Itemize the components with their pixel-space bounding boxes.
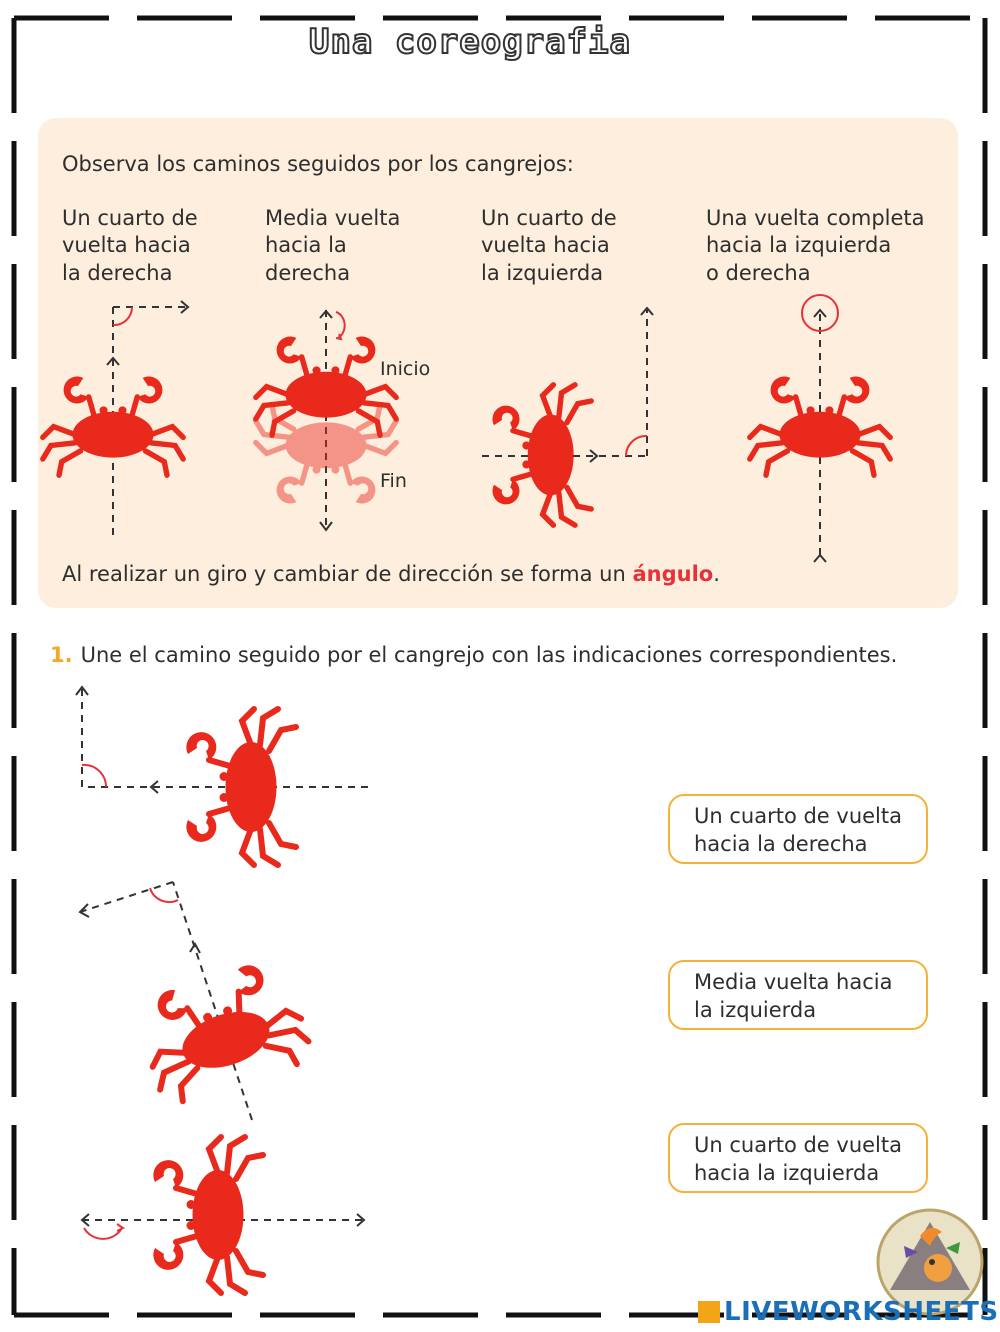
col4-line3: o derecha — [706, 261, 811, 285]
option-half-left[interactable]: Media vuelta hacia la izquierda — [668, 960, 928, 1030]
col2-line2: hacia la — [265, 233, 347, 257]
col4-line1: Una vuelta completa — [706, 206, 925, 230]
conclusion-text: Al realizar un giro y cambiar de dirección se forma un ángulo. — [62, 562, 720, 586]
exercise-number: 1. — [50, 643, 73, 667]
col3-line1: Un cuarto de — [481, 206, 617, 230]
col1-line2: vuelta hacia — [62, 233, 191, 257]
end-label: Fin — [380, 470, 407, 492]
info-heading: Observa los caminos seguidos por los cangrejos: — [62, 152, 574, 176]
col3-line2: vuelta hacia — [481, 233, 610, 257]
angle-keyword: ángulo — [632, 562, 714, 586]
page-title: Una coreografia — [308, 22, 632, 62]
col2-line3: derecha — [265, 261, 351, 285]
col1-line1: Un cuarto de — [62, 206, 198, 230]
col1-line3: la derecha — [62, 261, 173, 285]
option-quarter-left[interactable]: Un cuarto de vuelta hacia la izquierda — [668, 1123, 928, 1193]
col2-line1: Media vuelta — [265, 206, 401, 230]
exercise-instruction: 1. Une el camino seguido por el cangrejo con las indicaciones correspondientes. — [50, 643, 898, 667]
brand-logo-icon — [698, 1301, 720, 1323]
start-label: Inicio — [380, 358, 431, 380]
option-quarter-right[interactable]: Un cuarto de vuelta hacia la derecha — [668, 794, 928, 864]
col4-line2: hacia la izquierda — [706, 233, 892, 257]
brand-watermark: LIVEWORKSHEETS — [698, 1297, 999, 1327]
col3-line3: la izquierda — [481, 261, 604, 285]
